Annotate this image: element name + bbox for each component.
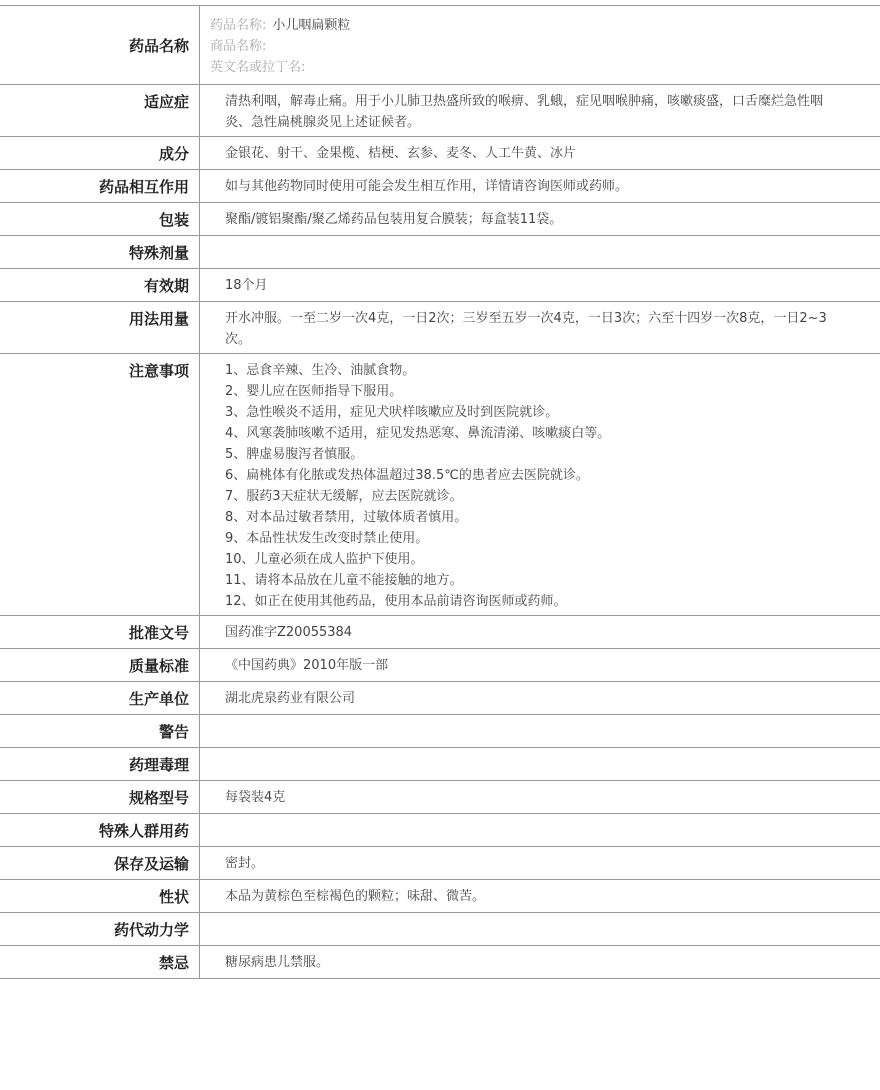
label-drug-names: 药品名称 (0, 6, 200, 84)
row-approval (0, 616, 880, 649)
label-interactions: 药品相互作用 (0, 170, 200, 202)
value-manufacturer: 湖北虎泉药业有限公司 (225, 691, 356, 706)
precaution-item: 9、本品性状发生改变时禁止使用。 (225, 531, 429, 546)
precaution-item: 10、儿童必须在成人监护下使用。 (225, 552, 424, 567)
row-packaging (0, 203, 880, 236)
value-contraindications: 糖尿病患儿禁服。 (225, 955, 330, 970)
precaution-item: 8、对本品过敏者禁用，过敏体质者慎用。 (225, 510, 468, 525)
label-special-groups: 特殊人群用药 (0, 814, 200, 846)
row-interactions (0, 170, 880, 203)
label-indications: 适应症 (0, 85, 200, 136)
value-interactions: 如与其他药物同时使用可能会发生相互作用，详情请咨询医师或药师。 (225, 179, 629, 194)
trade-name-key: 商品名称: (210, 39, 267, 54)
row-indications (0, 85, 880, 137)
row-standard (0, 649, 880, 682)
value-ingredients: 金银花、射干、金果榄、桔梗、玄参、麦冬、人工牛黄、冰片 (225, 146, 577, 161)
precaution-item: 6、扁桃体有化脓或发热体温超过38.5℃的患者应去医院就诊。 (225, 468, 589, 483)
label-pharmacology: 药理毒理 (0, 748, 200, 780)
label-storage: 保存及运输 (0, 847, 200, 879)
value-warning (200, 715, 880, 747)
generic-name-value: 小儿咽扁颗粒 (272, 18, 351, 33)
label-warning: 警告 (0, 715, 200, 747)
label-ingredients: 成分 (0, 137, 200, 169)
value-standard: 《中国药典》2010年版一部 (225, 658, 389, 673)
generic-name-key: 药品名称: (210, 18, 267, 33)
label-precautions: 注意事项 (0, 354, 200, 615)
value-packaging: 聚酯/镀铝聚酯/聚乙烯药品包装用复合膜装；每盒装11袋。 (225, 212, 563, 227)
value-indications: 清热利咽，解毒止痛。用于小儿肺卫热盛所致的喉痹、乳蛾，症见咽喉肿痛，咳嗽痰盛，口舌糜烂急性咽炎、急性扁桃腺炎见上述证候者。 (225, 94, 824, 130)
value-special-groups (200, 814, 880, 846)
label-validity: 有效期 (0, 269, 200, 301)
precaution-item: 5、脾虚易腹泻者慎服。 (225, 447, 364, 462)
label-spec: 规格型号 (0, 781, 200, 813)
row-contraindications (0, 946, 880, 979)
precaution-item: 4、风寒袭肺咳嗽不适用，症见发热恶寒、鼻流清涕、咳嗽痰白等。 (225, 426, 611, 441)
row-pharmacokinetics (0, 913, 880, 946)
trade-name-line (210, 36, 840, 57)
value-validity: 18个月 (225, 278, 268, 293)
value-drug-names (200, 6, 880, 84)
row-pharmacology (0, 748, 880, 781)
precaution-item: 11、请将本品放在儿童不能接触的地方。 (225, 573, 463, 588)
generic-name-line (210, 15, 840, 36)
value-spec: 每袋装4克 (225, 790, 286, 805)
row-precautions (0, 354, 880, 616)
value-approval: 国药准字Z20055384 (225, 625, 353, 640)
label-pharmacokinetics: 药代动力学 (0, 913, 200, 945)
label-packaging: 包装 (0, 203, 200, 235)
precaution-item: 1、忌食辛辣、生冷、油腻食物。 (225, 363, 416, 378)
label-standard: 质量标准 (0, 649, 200, 681)
row-ingredients (0, 137, 880, 170)
precaution-item: 2、婴儿应在医师指导下服用。 (225, 384, 403, 399)
label-appearance: 性状 (0, 880, 200, 912)
label-approval: 批准文号 (0, 616, 200, 648)
label-special-dosage: 特殊剂量 (0, 236, 200, 268)
row-spec (0, 781, 880, 814)
english-name-key: 英文名或拉丁名: (210, 60, 306, 75)
label-usage: 用法用量 (0, 302, 200, 353)
precaution-item: 7、服药3天症状无缓解，应去医院就诊。 (225, 489, 463, 504)
precaution-item: 3、急性喉炎不适用，症见犬吠样咳嗽应及时到医院就诊。 (225, 405, 559, 420)
row-appearance (0, 880, 880, 913)
value-usage: 开水冲服。一至二岁一次4克，一日2次；三岁至五岁一次4克，一日3次；六至十四岁一次8克，一日2~3次。 (225, 311, 827, 347)
value-special-dosage (200, 236, 880, 268)
row-manufacturer (0, 682, 880, 715)
label-manufacturer: 生产单位 (0, 682, 200, 714)
label-contraindications: 禁忌 (0, 946, 200, 978)
value-appearance: 本品为黄棕色至棕褐色的颗粒；味甜、微苦。 (225, 889, 486, 904)
row-storage (0, 847, 880, 880)
value-storage: 密封。 (225, 856, 265, 871)
english-name-line (210, 57, 840, 78)
value-pharmacokinetics (200, 913, 880, 945)
row-validity (0, 269, 880, 302)
row-special-groups (0, 814, 880, 847)
row-warning (0, 715, 880, 748)
value-pharmacology (200, 748, 880, 780)
row-drug-names (0, 6, 880, 85)
row-usage (0, 302, 880, 354)
drug-info-table (0, 5, 880, 979)
precaution-item: 12、如正在使用其他药品，使用本品前请咨询医师或药师。 (225, 594, 567, 609)
row-special-dosage (0, 236, 880, 269)
value-precautions (200, 354, 880, 615)
